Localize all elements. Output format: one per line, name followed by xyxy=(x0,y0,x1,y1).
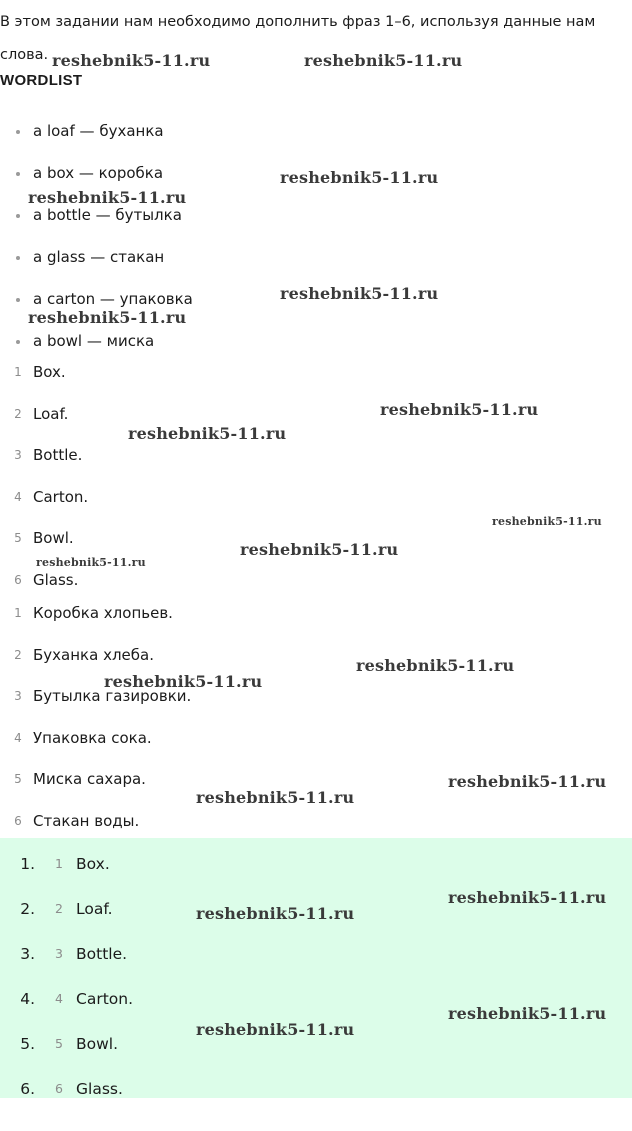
item-text: Стакан воды. xyxy=(33,811,140,830)
watermark: reshebnik5-11.ru xyxy=(28,308,187,327)
watermark: reshebnik5-11.ru xyxy=(196,904,355,923)
watermark: reshebnik5-11.ru xyxy=(128,424,287,443)
item-text: Буханка хлеба. xyxy=(33,645,154,664)
list-item xyxy=(40,944,632,989)
watermark: reshebnik5-11.ru xyxy=(492,515,602,528)
item-number: 3 xyxy=(14,689,22,703)
list-item xyxy=(40,1079,632,1124)
list-item xyxy=(40,1034,632,1079)
english-answers-list xyxy=(0,362,88,611)
list-item: a glass — стакан xyxy=(0,247,193,289)
item-text: Бутылка газировки. xyxy=(33,687,192,705)
item-text: Bottle. xyxy=(76,945,128,963)
item-number: 4. 4 xyxy=(55,991,63,1006)
item-text: Bowl. xyxy=(76,1035,119,1053)
watermark: reshebnik5-11.ru xyxy=(448,1004,607,1023)
watermark: reshebnik5-11.ru xyxy=(196,1020,355,1039)
intro-text: В этом задании нам необходимо дополнить фраз 1–6, используя данные нам слова. xyxy=(0,14,596,63)
watermark: reshebnik5-11.ru xyxy=(304,51,463,70)
item-text: Коробка хлопьев. xyxy=(33,604,173,622)
item-number: 2. 2 xyxy=(55,901,63,916)
item-number: 2 xyxy=(14,647,22,662)
item-text: Bottle. xyxy=(33,446,83,464)
list-item xyxy=(0,487,88,529)
list-item xyxy=(0,686,191,728)
list-item xyxy=(0,728,191,770)
list-item: a box — коробка xyxy=(0,163,193,205)
item-text: Carton. xyxy=(76,990,134,1008)
item-text: Glass. xyxy=(33,570,79,589)
item-number: 5 xyxy=(14,772,22,786)
watermark: reshebnik5-11.ru xyxy=(52,51,211,70)
item-number: 6 xyxy=(14,813,22,828)
list-item xyxy=(0,362,88,404)
watermark: reshebnik5-11.ru xyxy=(356,656,515,675)
watermark: reshebnik5-11.ru xyxy=(28,188,187,207)
wordlist-heading: WORDLIST xyxy=(0,72,83,89)
item-number: 5. 5 xyxy=(55,1036,63,1051)
list-item: a bottle — бутылка xyxy=(0,205,193,247)
item-text: Loaf. xyxy=(76,900,113,918)
item-number: 3. 3 xyxy=(55,946,63,961)
list-item: a bowl — миска xyxy=(0,331,193,373)
item-number: 1 xyxy=(14,606,22,620)
watermark: reshebnik5-11.ru xyxy=(448,772,607,791)
item-number: 1 xyxy=(14,365,22,379)
list-item xyxy=(0,445,88,487)
item-number: 4 xyxy=(14,489,22,504)
item-number: 5 xyxy=(14,531,22,545)
item-text: Box. xyxy=(76,855,110,873)
item-number: 6. 6 xyxy=(55,1081,63,1096)
watermark: reshebnik5-11.ru xyxy=(36,556,146,569)
watermark: reshebnik5-11.ru xyxy=(380,400,539,419)
watermark: reshebnik5-11.ru xyxy=(448,888,607,907)
item-text: Box. xyxy=(33,363,66,381)
watermark: reshebnik5-11.ru xyxy=(196,788,355,807)
watermark: reshebnik5-11.ru xyxy=(280,168,439,187)
item-text: Bowl. xyxy=(33,529,74,547)
item-text: Glass. xyxy=(76,1080,123,1098)
item-text: Миска сахара. xyxy=(33,770,146,788)
item-number: 2 xyxy=(14,406,22,421)
answer-box xyxy=(0,838,632,1098)
list-item: a carton — упаковка xyxy=(0,289,193,331)
item-number: 1. 1 xyxy=(55,856,63,871)
watermark: reshebnik5-11.ru xyxy=(280,284,439,303)
item-text: Упаковка сока. xyxy=(33,728,152,747)
list-item xyxy=(0,404,88,446)
wordlist xyxy=(0,121,193,373)
watermark: reshebnik5-11.ru xyxy=(240,540,399,559)
item-text: Carton. xyxy=(33,487,89,506)
item-number: 3 xyxy=(14,448,22,462)
item-number: 4 xyxy=(14,730,22,745)
list-item xyxy=(0,769,191,811)
watermark: reshebnik5-11.ru xyxy=(104,672,263,691)
list-item xyxy=(0,603,191,645)
item-text: Loaf. xyxy=(33,404,69,423)
russian-translation-list xyxy=(0,603,191,852)
item-number: 6 xyxy=(14,572,22,587)
list-item: a loaf — буханка xyxy=(0,121,193,163)
